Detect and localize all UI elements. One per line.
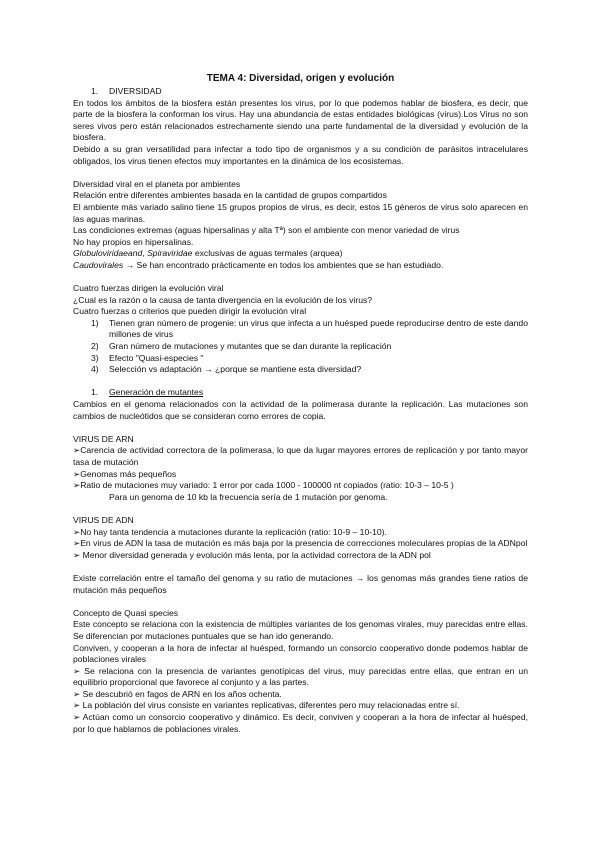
list-item: 3) Efecto "Quasi-especies " [91,352,204,363]
section-heading-mutantes [73,387,528,399]
text-line: No hay propios en hipersalinas. [73,236,194,247]
paragraph: Cambios en el genoma relacionados con la actividad de la polimerasa durante la replicación. Las mutaciones son cambios de nucleótidos que se consideran como errores de copia. [73,399,528,421]
bullet-line: ➢ Menor diversidad generada y evolución más lenta, por la actividad correctora de la ADN pol [73,549,431,560]
subheading-cuatro-fuerzas: Cuatro fuerzas dirigen la evolución viral [73,283,224,294]
text-line: El ambiente más variado salino tiene 15 grupos propios de virus, es decir, estos 15 géneros de virus solo aparecen en las aguas marinas. [73,201,528,224]
section-heading-text: DIVERSIDAD [109,86,162,96]
list-item: 1) Tienen gran número de progenie: un virus que infecta a un huésped puede reproducirse dentro de este dando millones de virus [91,317,528,340]
subheading-diversidad-viral: Diversidad viral en el planeta por ambientes [73,178,241,189]
bullet-line: ➢ Se relaciona con la presencia de variantes genotípicas del virus, muy parecidas entre ellas, que entran en un equilibrio proporcional que favorece al conjunto y a las partes. [73,665,528,688]
bullet-line: ➢Genomas más pequeños [73,468,177,479]
list-item: 4) Selección vs adaptación → ¿porque se mantiene esta diversidad? [91,364,362,375]
section-heading-diversidad [73,86,528,98]
text-line: Las condiciones extremas (aguas hipersalinas y alta Tª) son el ambiente con menor variedad de virus [73,225,460,236]
text-line: Caudovirales → Se han encontrado prácticamente en todos los ambientes que se han estudiado. [73,259,444,270]
subheading-virus-adn: VIRUS DE ADN [73,514,134,525]
text-line: ¿Cual es la razón o la causa de tanta divergencia en la evolución de los virus? [73,294,373,305]
paragraph: Debido a su gran versatilidad para infectar a todo tipo de organismos y a su condición de parásitos intracelulares obligados, los virus tienen efectos muy importantes en la dinámica de los ecosistemas. [73,143,528,166]
virus-order-name: Caudovirales [73,259,124,270]
bullet-line: ➢No hay tanta tendencia a mutaciones durante la replicación (ratio: 10-9 – 10-10). [73,526,387,537]
section-number: 1. [91,86,99,96]
document-page [73,72,528,735]
bullet-line: ➢ La población del virus consiste en variantes replicativas, diferentes pero muy relacionadas entre sí. [73,700,460,711]
text-line: Este concepto se relaciona con la existencia de múltiples variantes de los genomas virales, muy parecidas entre ellas. Se diferencian por mutaciones puntuales que se han ido generando. [73,619,528,641]
section-heading-text: Generación de mutantes [109,387,204,398]
virus-family-name: Spiraviridae [147,248,193,259]
text-line: Cuatro fuerzas o criterios que pueden dirigir la evolución viral [73,306,307,317]
section-number: 1. [91,387,99,398]
text-line: Relación entre diferentes ambientes basada en la cantidad de grupos compartidos [73,190,387,201]
text-line: Conviven, y cooperan a la hora de infectar al huésped, formando un consorcio cooperativo donde podemos hablar de poblaciones virales [73,642,528,665]
list-item: 2) Gran número de mutaciones y mutantes que se dan durante la replicación [91,341,392,352]
paragraph: Existe correlación entre el tamaño del genoma y su ratio de mutaciones → los genomas más grandes tiene ratios de mutación más pequeños [73,572,528,595]
bullet-line: ➢ Actúan como un consorcio cooperativo y dinámico. Es decir, conviven y cooperan a la hora de infectar al huésped, por lo que hablamos de poblaciones virales. [73,712,528,734]
page-title: TEMA 4: Diversidad, origen y evolución [206,73,395,84]
paragraph: En todos los ámbitos de la biosfera están presentes los virus, por lo que podemos hablar de biosfera, es decir, que parte de la biosfera la conforman los virus. Hay una abundancia de estas entidades biológicas (virus).Los Virus no son seres vivos pero están relacionados estrechamente siendo una parte fundamental de la diversidad y evolución de la biosfera. [73,97,528,143]
text-line: Globuloviridaeand, Spiraviridae exclusivas de aguas termales (arquea) [73,248,343,259]
bullet-line: ➢ Se descubrió en fagos de ARN en los años ochenta. [73,688,282,699]
subheading-quasi-species: Concepto de Quasi species [73,607,179,618]
bullet-line: ➢Carencia de actividad correctora de la polimerasa, lo que da lugar mayores errores de replicación y por tanto mayor tasa de mutación [73,445,528,467]
bullet-line: ➢Ratio de mutaciones muy variado: 1 error por cada 1000 - 100000 nt copiados (ratio: 10-3 – 10-5 ) [73,480,454,491]
virus-family-name: Globuloviridaeand [73,248,143,259]
indented-line: Para un genoma de 10 kb la frecuencia sería de 1 mutación por genoma. [109,491,388,502]
subheading-virus-arn: VIRUS DE ARN [73,433,134,444]
bullet-line: ➢En virus de ADN la tasa de mutación es más baja por la presencia de correcciones moleculares propias de la ADNpol [73,538,528,549]
